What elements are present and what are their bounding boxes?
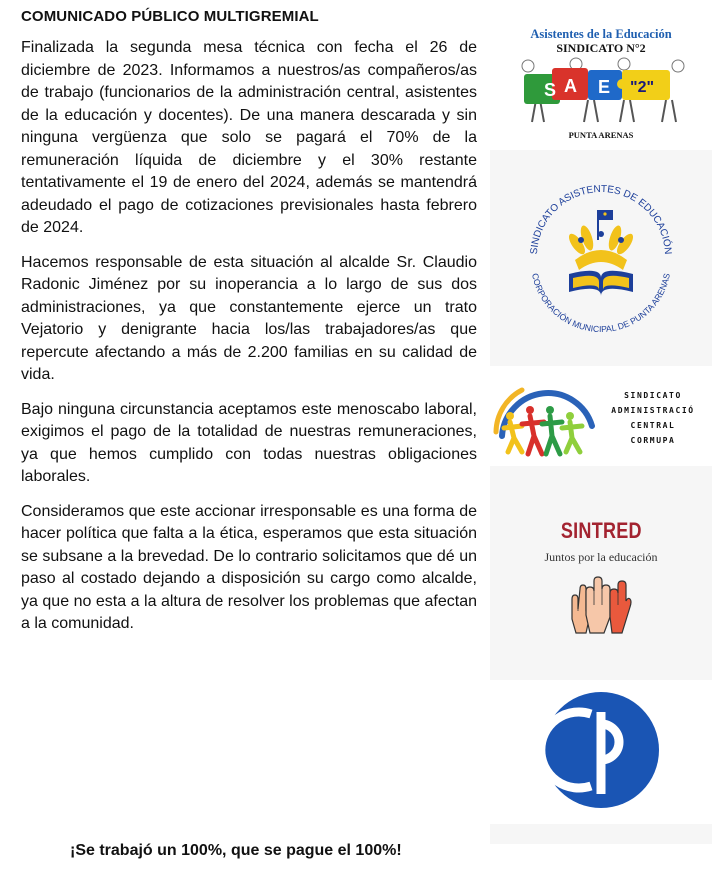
letter-e: E [598,77,611,97]
communique [21,8,477,648]
admin-line-4: CORMUPA [630,436,676,445]
raised-hands-icon [566,575,636,637]
administracion-text [598,388,708,448]
sintred-logo [490,500,712,650]
admin-line-2: ADMINISTRACIÓ [611,406,695,415]
crest-ring-top: SINDICATO ASISTENTES DE EDUCACIÓN [528,183,674,255]
paragraph-3: Bajo ninguna circunstancia aceptamos este menoscabo laboral, exigimos el pago de la totalidad de nuestras remuneraciones, ya que hemos cumplido con todas nuestras obligaciones laborales. [21,400,477,485]
blue-circle-p-icon [541,690,661,810]
sintred-name: SINTRED [560,518,642,543]
communique-title: COMUNICADO PÚBLICO MULTIGREMIAL [21,8,319,25]
sae-union-logo [490,8,712,150]
letter-a: A [564,76,577,96]
round-crest-icon [515,170,687,342]
sintred-tagline: Juntos por la educación [544,550,658,564]
admin-line-3: CENTRAL [630,421,676,430]
closing-slogan: ¡Se trabajó un 100%, que se pague el 100%! [70,842,402,859]
paragraph-2: Hacemos responsable de esta situación al alcalde Sr. Claudio Radonic Jiménez por su inoperancia a lo largo de sus dos administraciones, ya que constantemente ejerce un trato Vejatorio y denigrante hacia los/las trabajadores/as que repercute afectando a más de 2.200 familias en su calidad de vida. [21,253,477,383]
number-2: "2" [630,79,655,96]
crest-ring-bottom: CORPORACIÓN MUNICIPAL DE PUNTA ARENAS [530,272,672,335]
paragraph-1: Finalizada la segunda mesa técnica con fecha el 26 de diciembre de 2023. Informamos a nuestros/as compañeros/as de trabajo (funcionarios de la administración central, asistentes de la educación y docentes). De una manera descarada y sin ninguna vergüenza que solo se pagará el 70% de la remuneración líquida de diciembre y el 30% restante tentativamente el 19 de enero del 2024, además se mantendrá adeudado el pago de cotizaciones previsionales hasta febrero de 2024. [21,39,477,236]
sae-city: PUNTA ARENAS [568,130,634,140]
puzzle-figures-icon [506,56,696,128]
admin-line-1: SINDICATO [624,391,682,400]
asistentes-educacion-logo [490,170,712,342]
union-logos-column [490,8,712,844]
figures-arc-icon [492,366,602,466]
administracion-central-logo [490,366,712,466]
paragraph-4: Consideramos que este accionar irresponsable es una forma de hacer política que falta a la ética, esperamos que esta situación se subsane a la brevedad. De lo contrario solicitamos que dé un paso al costado dejando a disposición su cargo como alcalde, ya que no esta a la altura de resolver los problemas que afectan a la comunidad. [21,502,477,632]
sae-heading: Asistentes de la Educación [530,27,672,41]
blue-emblem-logo [490,680,712,824]
sae-union-number: SINDICATO N°2 [556,41,646,55]
letter-s: S [544,80,557,100]
